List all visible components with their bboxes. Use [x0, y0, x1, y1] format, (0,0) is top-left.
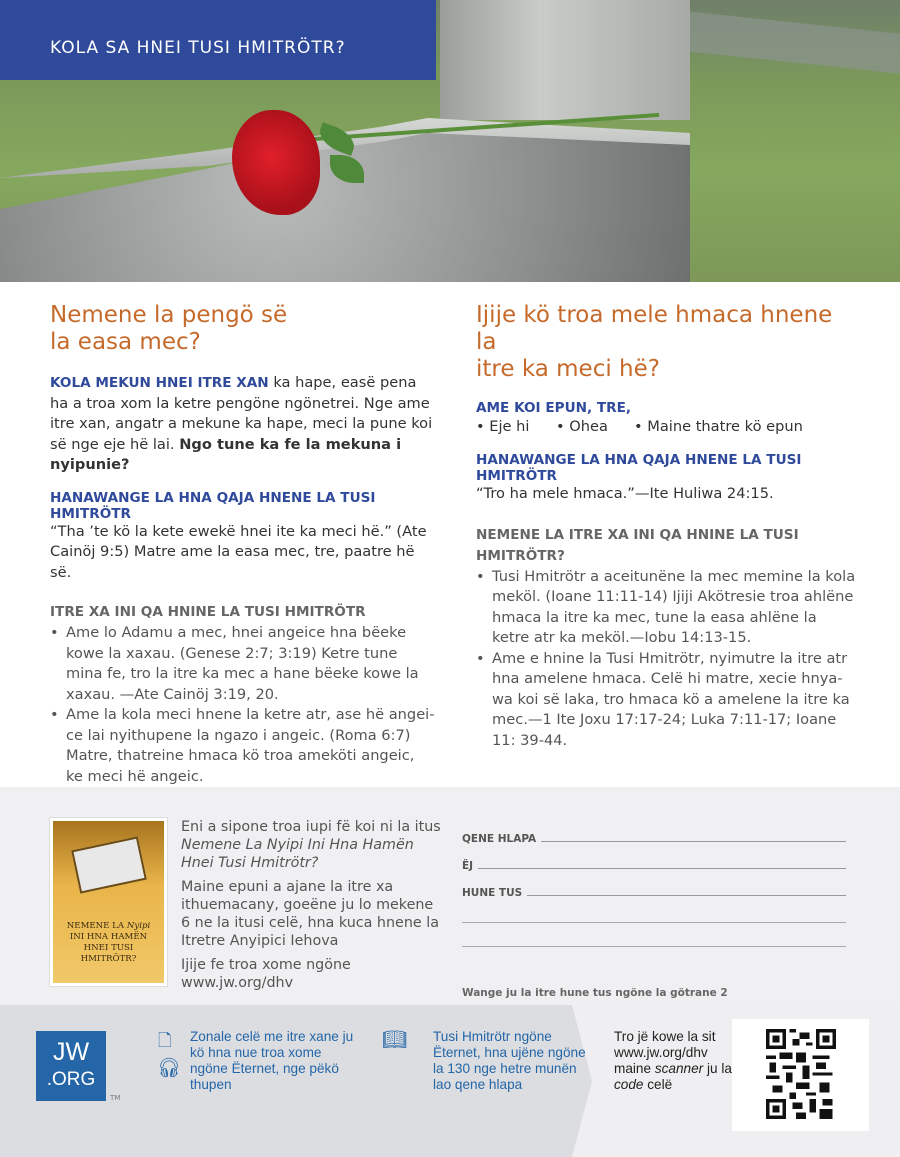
banner-title: KOLA SA HNEI TUSI HMITRÖTR? [0, 0, 436, 80]
open-bible-icon [71, 836, 147, 893]
right-heading: Ijije kö troa mele hmaca hnene la itre ka meci hë? [476, 302, 833, 382]
jw-org-logo[interactable]: JW .ORG [36, 1031, 106, 1101]
contact-form [462, 818, 846, 999]
name-field[interactable] [541, 841, 846, 842]
list-item: • Ame lo Adamu a mec, hnei angeice hna bëeke kowe la xaxau. (Genese 2:7; 3:19) Ketre tune mina fe, tro la itre ka mec a hane bëeke kowe la xaxau. —Ate Cainöj 3:19, 20. [50, 623, 435, 705]
online-bible-text: Tusi Hmitrötr ngöne Ëternet, hna ujëne ngöne la 130 nge hetre munën lao qene hlapa [433, 1029, 586, 1092]
offer-text: Eni a sipone troa iupi fë koi ni la itus Nemene La Nyipi Ini Hna Hamën Hnei Tusi Hmitrötr? Maine epuni a ajane la itre xa ithuemacany, goeëne ju lo mekene 6 ne la itusi celë, hna kuca hnene la Itretre Anyipici Iehova Ijije fe troa xome ngöne www.jw.org/dhv [181, 819, 441, 991]
right-scripture-label: HANAWANGE LA HNA QAJA HNENE LA TUSI HMITRÖTR [476, 452, 802, 484]
right-teaching-label: NEMENE LA ITRE XA INI QA HNINE LA TUSI HMITRÖTR? [476, 526, 799, 564]
document-icon: 🗋 [158, 1031, 172, 1051]
option-unsure[interactable]: Maine thatre kö epun [647, 418, 803, 435]
headphones-icon: 🎧︎ [157, 1057, 182, 1079]
trademark: TM [110, 1094, 121, 1102]
left-teaching-label: ITRE XA INI QA HNINE LA TUSI HMITRÖTR [50, 604, 366, 620]
list-item: • Ame e hnine la Tusi Hmitrötr, nyimutre la itre atr hna amelene hmaca. Celë hi matre, xecie hnya-wa koi së laka, tro hmaca kö a amelene la itre ka mec.—1 Ite Joxu 17:17-24; Luka 7:11-17; Ioane 11: 39-44. [476, 649, 856, 752]
address-line-2[interactable] [462, 899, 846, 923]
name-label: QENE HLAPA [462, 833, 537, 845]
list-item: • Ame la kola meci hnene la ketre atr, ase hë angei-ce lai nyithupene la ngazo i angeic. (Roma 6:7) Matre, thatreine hmaca kö troa ameköti angeic, ke meci hë angeic. [50, 705, 435, 787]
list-item: • Tusi Hmitrötr a aceitunëne la mec memine la kola meköl. (Ioane 11:11-14) Ijiji Akötresie troa ahlëne hmaca la itre ka mec, tune la easa ahlëne la ketre atr ka meköl.—Iobu 14:13-15. [476, 567, 856, 649]
left-column [50, 302, 435, 787]
ej-label: ËJ [462, 860, 474, 872]
qr-instructions: Tro jë kowe la sit www.jw.org/dhv maine scanner ju la code celë [614, 1029, 732, 1092]
address-label: HUNE TUS [462, 887, 523, 899]
left-heading: Nemene la pengö së la easa mec? [50, 302, 288, 355]
bible-icon: 📖︎ [382, 1027, 408, 1051]
form-note: Wange ju la itre hune tus ngöne la götrane 2 [462, 987, 728, 999]
left-intro: KOLA MEKUN HNEI ITRE XAN ka hape, easë pena ha a troa xom la ketre pengöne ngönetrei. Nge ame itre xan, angatr a mekune ka hape, meci la pune koi së nge eje hë lai. Ngo tune ka fe la mekuna i nyipunie? [50, 374, 433, 473]
book-cover: NEMENE LA Nyipi INI HNA HAMËN HNEI TUSI HMITRÖTR? [50, 818, 167, 986]
downloads-text: Zonale celë me itre xane ju kö hna nue troa xome ngöne Ëternet, nge pëkö thupen [190, 1029, 354, 1092]
option-yes[interactable]: Eje hi [489, 418, 530, 435]
option-no[interactable]: Ohea [569, 418, 608, 435]
address-field[interactable] [527, 895, 846, 896]
left-scripture-text: “Tha ’te kö la kete ewekë hnei ite ka meci hë.” (Ate Cainöj 9:5) Matre ame la easa mec, tre, paatre hë së. [50, 522, 427, 581]
right-column [476, 302, 856, 751]
address-line-3[interactable] [462, 923, 846, 947]
ej-field[interactable] [478, 868, 846, 869]
right-scripture-text: “Tro ha mele hmaca.”—Ite Huliwa 24:15. [476, 485, 774, 502]
qr-code[interactable] [732, 1019, 869, 1131]
answer-options: • Eje hi • Ohea • Maine thatre kö epun [476, 418, 803, 435]
left-scripture-label: HANAWANGE LA HNA QAJA HNENE LA TUSI HMITRÖTR [50, 489, 376, 522]
question-label: AME KOI EPUN, TRE, [476, 400, 632, 416]
